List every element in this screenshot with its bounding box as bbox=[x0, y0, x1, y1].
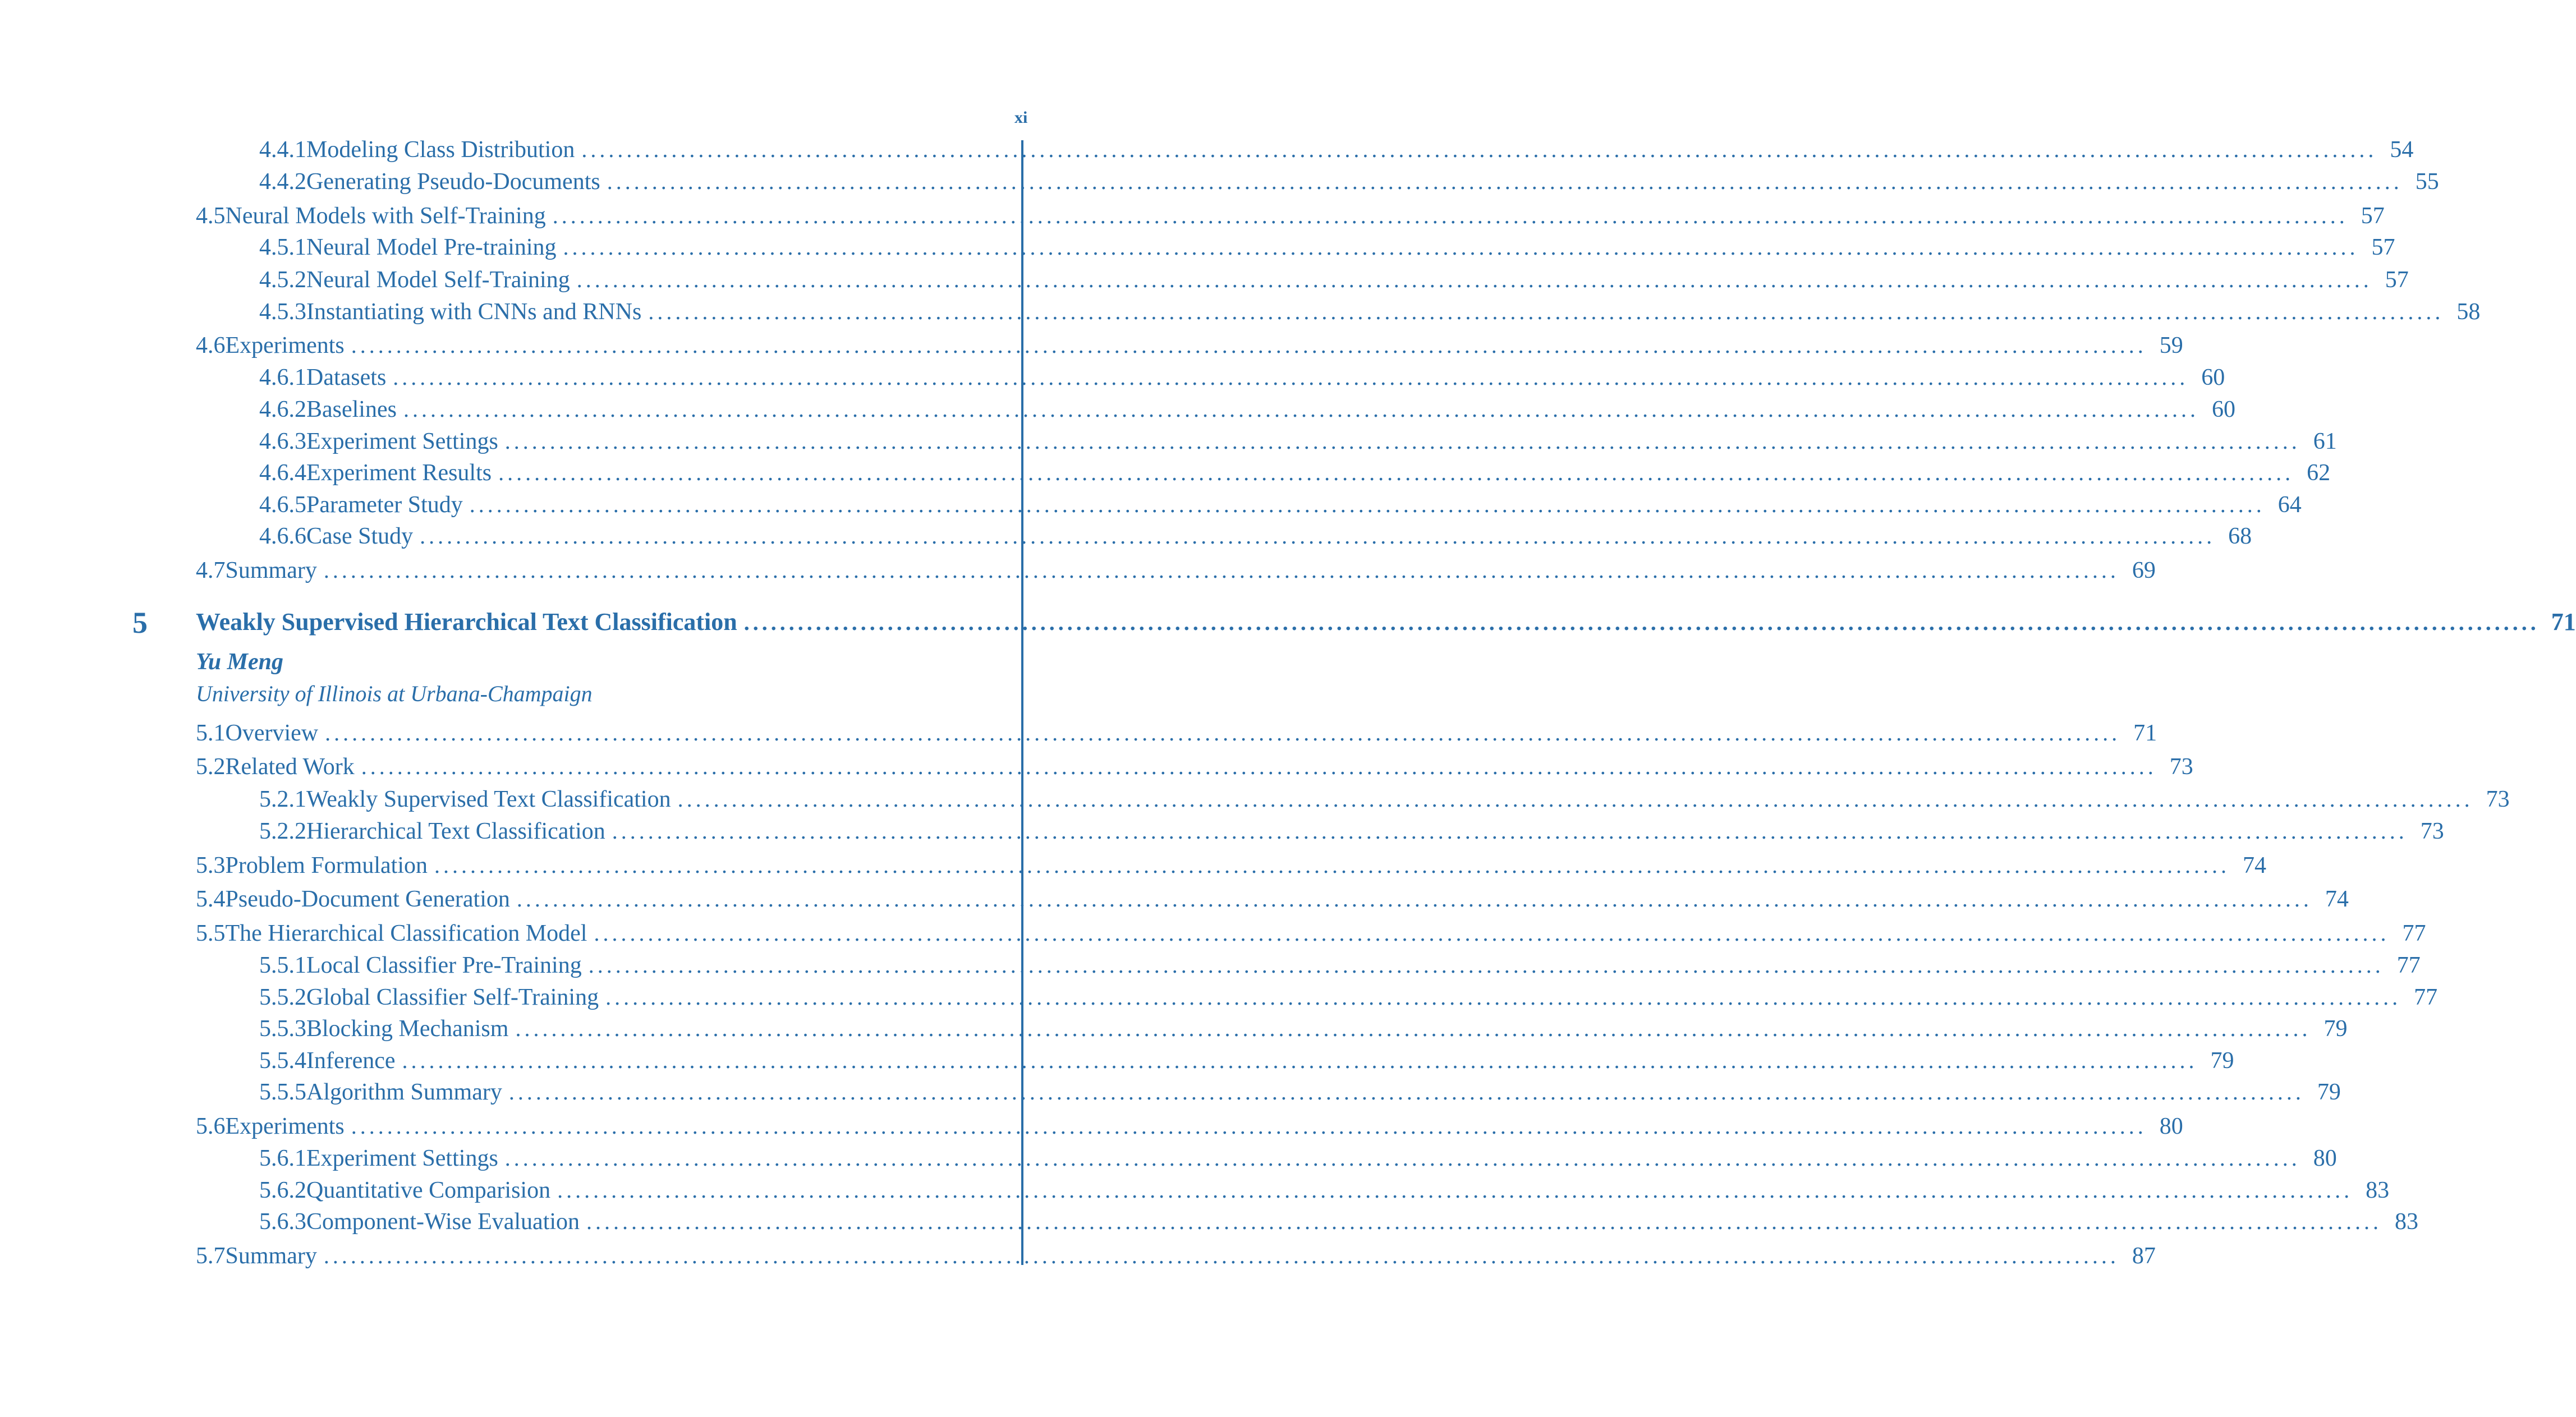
toc-entry-title: Experiments bbox=[225, 333, 345, 358]
toc-entry[interactable] bbox=[196, 919, 2426, 947]
toc-entry-page: 83 bbox=[2395, 1209, 2419, 1235]
dot-leader: ........................................................................................................................................................................................................ bbox=[351, 1114, 2147, 1139]
toc-entry-title: Modeling Class Distribution bbox=[306, 137, 575, 163]
toc-entry-page: 57 bbox=[2371, 234, 2395, 260]
toc-entry-number: 5.5.5 bbox=[259, 1079, 306, 1105]
toc-entry[interactable] bbox=[259, 1176, 2390, 1204]
toc-entry-title: The Hierarchical Classification Model bbox=[225, 921, 587, 946]
toc-entry[interactable] bbox=[259, 785, 2510, 813]
toc-entry-title: Case Study bbox=[306, 523, 414, 549]
toc-entry-page: 73 bbox=[2486, 786, 2510, 812]
toc-entry-page: 58 bbox=[2456, 299, 2481, 325]
toc-entry-title: Summary bbox=[225, 558, 317, 583]
toc-entry[interactable] bbox=[196, 202, 2385, 230]
toc-entry-page: 80 bbox=[2159, 1114, 2183, 1139]
toc-entry-page: 60 bbox=[2211, 397, 2235, 422]
toc-entry-title: Weakly Supervised Text Classification bbox=[306, 786, 671, 812]
toc-entry[interactable] bbox=[196, 719, 2157, 747]
dot-leader: ........................................................................................................................................................................................................ bbox=[594, 921, 2390, 946]
toc-entry-number: 5.6 bbox=[196, 1114, 226, 1139]
toc-entry-page: 54 bbox=[2390, 137, 2414, 163]
toc-entry-number: 5.2 bbox=[196, 754, 226, 780]
toc-entry-page: 80 bbox=[2313, 1145, 2337, 1171]
toc-entry-page: 59 bbox=[2159, 333, 2183, 358]
toc-entry-page: 62 bbox=[2307, 460, 2331, 486]
toc-entry-page: 55 bbox=[2415, 169, 2439, 195]
toc-entry[interactable] bbox=[259, 364, 2225, 392]
dot-leader: ........................................................................................................................................................................................................ bbox=[504, 429, 2301, 454]
toc-entry-page: 68 bbox=[2228, 523, 2252, 549]
toc-entry-title: Experiment Results bbox=[306, 460, 492, 486]
chapter-title: Weakly Supervised Hierarchical Text Classification bbox=[196, 608, 737, 636]
toc-entry-title: Hierarchical Text Classification bbox=[306, 818, 605, 844]
dot-leader: ........................................................................................................................................................................................................ bbox=[508, 1079, 2304, 1105]
toc-entry[interactable] bbox=[196, 753, 2193, 781]
toc-entry-title: Neural Models with Self-Training bbox=[225, 203, 546, 229]
toc-entry-page: 77 bbox=[2414, 984, 2438, 1010]
toc-entry-number: 5.1 bbox=[196, 720, 226, 746]
toc-entry-page: 57 bbox=[2385, 267, 2409, 293]
toc-entry-number: 5.5.2 bbox=[259, 984, 306, 1010]
toc-entry-number: 4.4.1 bbox=[259, 137, 306, 163]
toc-entry-title: Problem Formulation bbox=[225, 853, 428, 878]
toc-entry-number: 5.5.3 bbox=[259, 1016, 306, 1042]
toc-entry-title: Quantitative Comparision bbox=[306, 1177, 551, 1203]
page-number: xi bbox=[1014, 108, 1028, 127]
dot-leader: ........................................................................................................................................................................................................ bbox=[351, 333, 2147, 358]
toc-entry[interactable] bbox=[259, 522, 2252, 550]
toc-entry[interactable] bbox=[259, 168, 2439, 196]
toc-entry-page: 73 bbox=[2420, 818, 2444, 844]
dot-leader: ........................................................................................................................................................................................................ bbox=[581, 137, 2377, 162]
toc-entry-title: Overview bbox=[225, 720, 319, 746]
toc-entry[interactable] bbox=[259, 395, 2235, 424]
dot-leader: ........................................................................................................................................................................................................ bbox=[648, 299, 2444, 324]
dot-leader: ........................................................................................................................................................................................................ bbox=[515, 1016, 2311, 1041]
toc-entry-number: 5.6.2 bbox=[259, 1177, 306, 1203]
toc-entry-number: 5.7 bbox=[196, 1243, 226, 1269]
toc-entry-number: 5.2.2 bbox=[259, 818, 306, 844]
dot-leader: ........................................................................................................................................................................................................ bbox=[605, 984, 2401, 1010]
toc-entry[interactable] bbox=[259, 298, 2481, 326]
toc-entry-page: 57 bbox=[2361, 203, 2385, 229]
dot-leader: ........................................................................................................................................................................................................ bbox=[743, 610, 2540, 635]
dot-leader: ........................................................................................................................................................................................................ bbox=[607, 169, 2403, 194]
dot-leader: ........................................................................................................................................................................................................ bbox=[677, 786, 2473, 812]
toc-entry-number: 4.5 bbox=[196, 203, 226, 229]
toc-entry-page: 79 bbox=[2317, 1079, 2341, 1105]
dot-leader: ........................................................................................................................................................................................................ bbox=[402, 1048, 2198, 1073]
toc-entry-page: 79 bbox=[2210, 1048, 2234, 1074]
toc-entry-number: 4.6.4 bbox=[259, 460, 306, 486]
toc-entry-title: Datasets bbox=[306, 365, 387, 390]
toc-entry[interactable] bbox=[196, 1112, 2183, 1140]
toc-entry-page: 74 bbox=[2243, 853, 2266, 878]
toc-entry-title: Pseudo-Document Generation bbox=[225, 886, 510, 912]
toc-entry-number: 5.5.1 bbox=[259, 953, 306, 978]
toc-entry-number: 4.7 bbox=[196, 558, 226, 583]
chapter-page: 71 bbox=[2551, 608, 2576, 636]
toc-entry-number: 5.2.1 bbox=[259, 786, 306, 812]
toc-entry-title: Related Work bbox=[225, 754, 355, 780]
dot-leader: ........................................................................................................................................................................................................ bbox=[323, 1243, 2119, 1268]
dot-leader: ........................................................................................................................................................................................................ bbox=[498, 460, 2294, 485]
dot-leader: ........................................................................................................................................................................................................ bbox=[420, 523, 2216, 549]
toc-entry-number: 4.6.5 bbox=[259, 492, 306, 518]
toc-entry-page: 74 bbox=[2325, 886, 2349, 912]
toc-entry-number: 4.4.2 bbox=[259, 169, 306, 195]
toc-entry[interactable] bbox=[259, 817, 2444, 845]
dot-leader: ........................................................................................................................................................................................................ bbox=[557, 1177, 2353, 1203]
dot-leader: ........................................................................................................................................................................................................ bbox=[586, 1209, 2382, 1234]
toc-entry-number: 5.5 bbox=[196, 921, 226, 946]
toc-entry-title: Algorithm Summary bbox=[306, 1079, 502, 1105]
toc-entry-title: Neural Model Pre-training bbox=[306, 234, 557, 260]
chapter-author: Yu Meng bbox=[196, 649, 284, 675]
dot-leader: ........................................................................................................................................................................................................ bbox=[469, 492, 2265, 517]
toc-entry-title: Summary bbox=[225, 1243, 317, 1269]
chapter-affiliation: University of Illinois at Urbana-Champaign bbox=[196, 681, 593, 706]
toc-entry-page: 79 bbox=[2324, 1016, 2348, 1042]
toc-entry-number: 4.5.3 bbox=[259, 299, 306, 325]
toc-entry-title: Experiment Settings bbox=[306, 1145, 498, 1171]
dot-leader: ........................................................................................................................................................................................................ bbox=[403, 397, 2199, 422]
toc-entry-number: 4.5.2 bbox=[259, 267, 306, 293]
toc-entry-page: 87 bbox=[2132, 1243, 2156, 1269]
toc-entry-title: Generating Pseudo-Documents bbox=[306, 169, 600, 195]
toc-entry[interactable] bbox=[196, 556, 2156, 585]
dot-leader: ........................................................................................................................................................................................................ bbox=[563, 234, 2359, 260]
dot-leader: ........................................................................................................................................................................................................ bbox=[612, 818, 2408, 844]
toc-entry-title: Global Classifier Self-Training bbox=[306, 984, 599, 1010]
toc-entry[interactable] bbox=[259, 136, 2414, 164]
toc-entry[interactable] bbox=[259, 1047, 2234, 1075]
toc-entry-title: Local Classifier Pre-Training bbox=[306, 953, 582, 978]
toc-entry-title: Instantiating with CNNs and RNNs bbox=[306, 299, 642, 325]
toc-entry[interactable] bbox=[259, 233, 2395, 261]
toc-entry[interactable] bbox=[259, 266, 2409, 294]
dot-leader: ........................................................................................................................................................................................................ bbox=[325, 720, 2121, 746]
toc-entry-title: Component-Wise Evaluation bbox=[306, 1209, 580, 1235]
toc-entry-page: 77 bbox=[2402, 921, 2426, 946]
dot-leader: ........................................................................................................................................................................................................ bbox=[361, 754, 2157, 779]
toc-entry[interactable] bbox=[196, 852, 2266, 880]
dot-leader: ........................................................................................................................................................................................................ bbox=[323, 558, 2119, 583]
toc-entry-number: 4.6.1 bbox=[259, 365, 306, 390]
toc-entry[interactable] bbox=[259, 1015, 2348, 1043]
toc-entry[interactable] bbox=[196, 885, 2349, 913]
chapter-number: 5 bbox=[132, 606, 148, 640]
toc-entry-page: 83 bbox=[2366, 1177, 2390, 1203]
toc-entry-page: 71 bbox=[2133, 720, 2157, 746]
toc-entry-title: Inference bbox=[306, 1048, 396, 1074]
toc-entry-title: Neural Model Self-Training bbox=[306, 267, 570, 293]
toc-entry[interactable] bbox=[259, 1078, 2341, 1106]
toc-entry-title: Experiment Settings bbox=[306, 429, 498, 454]
toc-entry-title: Experiments bbox=[225, 1114, 345, 1139]
toc-entry-page: 64 bbox=[2277, 492, 2302, 518]
toc-entry[interactable] bbox=[259, 459, 2331, 487]
toc-entry[interactable] bbox=[259, 1144, 2337, 1172]
toc-entry-title: Blocking Mechanism bbox=[306, 1016, 509, 1042]
dot-leader: ........................................................................................................................................................................................................ bbox=[552, 203, 2348, 228]
toc-entry[interactable] bbox=[259, 491, 2302, 519]
dot-leader: ........................................................................................................................................................................................................ bbox=[576, 267, 2372, 292]
toc-entry-number: 5.6.1 bbox=[259, 1145, 306, 1171]
toc-entry-number: 4.6.2 bbox=[259, 397, 306, 422]
toc-entry-page: 77 bbox=[2396, 953, 2421, 978]
toc-entry-page: 60 bbox=[2201, 365, 2225, 390]
toc-entry[interactable] bbox=[259, 427, 2337, 456]
toc-entry-number: 4.5.1 bbox=[259, 234, 306, 260]
toc-entry-title: Baselines bbox=[306, 397, 397, 422]
toc-entry-number: 4.6 bbox=[196, 333, 226, 358]
toc-entry[interactable] bbox=[259, 951, 2421, 979]
toc-entry-number: 4.6.3 bbox=[259, 429, 306, 454]
toc-entry-number: 5.5.4 bbox=[259, 1048, 306, 1074]
toc-entry-number: 5.6.3 bbox=[259, 1209, 306, 1235]
toc-entry[interactable] bbox=[196, 332, 2183, 360]
dot-leader: ........................................................................................................................................................................................................ bbox=[393, 365, 2189, 390]
toc-entry-page: 73 bbox=[2169, 754, 2193, 780]
toc-entry-title: Parameter Study bbox=[306, 492, 463, 518]
toc-entry-number: 5.4 bbox=[196, 886, 226, 912]
toc-entry-number: 5.3 bbox=[196, 853, 226, 878]
toc-entry-number: 4.6.6 bbox=[259, 523, 306, 549]
toc-entry-page: 69 bbox=[2132, 558, 2156, 583]
dot-leader: ........................................................................................................................................................................................................ bbox=[434, 853, 2230, 878]
toc-entry[interactable] bbox=[259, 1208, 2419, 1236]
toc-entry[interactable] bbox=[196, 1242, 2156, 1270]
toc-entry-page: 61 bbox=[2313, 429, 2337, 454]
toc-entry[interactable] bbox=[259, 983, 2438, 1011]
dot-leader: ........................................................................................................................................................................................................ bbox=[516, 886, 2312, 912]
dot-leader: ........................................................................................................................................................................................................ bbox=[588, 953, 2384, 978]
dot-leader: ........................................................................................................................................................................................................ bbox=[504, 1145, 2301, 1171]
chapter-entry[interactable] bbox=[196, 608, 2576, 637]
